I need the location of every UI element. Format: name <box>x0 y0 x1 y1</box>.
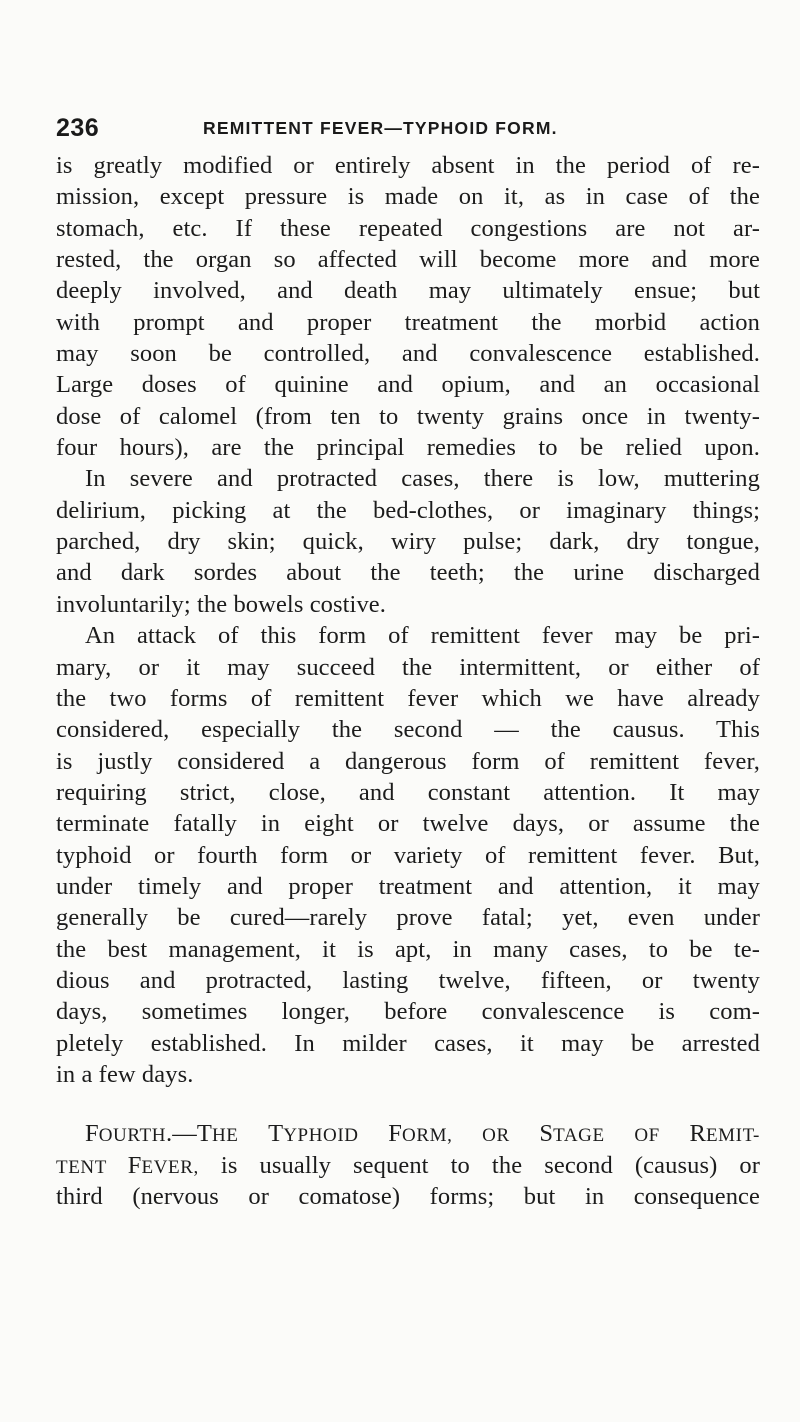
page-number: 236 <box>56 114 100 142</box>
running-head <box>56 114 756 146</box>
text-line: is greatly modified or entirely absent in the period of re- <box>56 152 760 179</box>
text-line: mary, or it may succeed the intermittent, or either of <box>56 653 760 681</box>
text-line: four hours), are the principal remedies to be relied upon. <box>56 434 760 462</box>
text-line: with prompt and proper treatment the morbid action <box>56 308 760 336</box>
text-line: and dark sordes about the teeth; the urine discharged <box>56 559 760 587</box>
text-line: An attack of this form of remittent fever may be pri- <box>85 622 760 650</box>
text-line: is justly considered a dangerous form of remittent fever, <box>56 747 760 775</box>
text-line: requiring strict, close, and constant attention. It may <box>56 778 760 806</box>
text-line: Large doses of quinine and opium, and an occasional <box>56 371 760 399</box>
text-line: dose of calomel (from ten to twenty grains once in twenty- <box>56 402 760 430</box>
text-line: considered, especially the second — the causus. This <box>56 716 760 744</box>
text-line: pletely established. In milder cases, it may be arrested <box>56 1029 760 1057</box>
text-line: terminate fatally in eight or twelve days, or assume the <box>56 810 760 838</box>
text-line: mission, except pressure is made on it, as in case of the <box>56 183 760 211</box>
text-line: stomach, etc. If these repeated congestions are not ar- <box>56 214 760 242</box>
paragraph <box>56 150 760 463</box>
text-line: third (nervous or comatose) forms; but in consequence <box>56 1183 760 1210</box>
text-line: the best management, it is apt, in many cases, to be te- <box>56 935 760 963</box>
section-paragraph <box>56 1118 760 1212</box>
text-line: generally be cured—rarely prove fatal; yet, even under <box>56 904 760 932</box>
text-line: days, sometimes longer, before convalescence is com- <box>56 998 760 1026</box>
text-line: parched, dry skin; quick, wiry pulse; dark, dry tongue, <box>56 528 760 556</box>
text-line: In severe and protracted cases, there is low, muttering <box>85 465 760 493</box>
text-line: in a few days. <box>56 1060 194 1088</box>
text-line: dious and protracted, lasting twelve, fifteen, or twenty <box>56 966 760 994</box>
paragraph-gap <box>56 1090 760 1118</box>
text-line: rested, the organ so affected will become more and more <box>56 246 760 274</box>
paragraph <box>56 463 760 620</box>
paragraph <box>56 620 760 1090</box>
text-line: deeply involved, and death may ultimately ensue; but <box>56 277 760 305</box>
running-title: REMITTENT FEVER—TYPHOID FORM. <box>203 118 558 138</box>
text-line: typhoid or fourth form or variety of remittent fever. But, <box>56 841 760 869</box>
text-line: delirium, picking at the bed-clothes, or imaginary things; <box>56 496 760 524</box>
text-line: the two forms of remittent fever which we have already <box>56 684 760 712</box>
text-line: involuntarily; the bowels costive. <box>56 590 387 618</box>
text-line: under timely and proper treatment and attention, it may <box>56 872 760 900</box>
body-text <box>56 150 760 1212</box>
text-line: may soon be controlled, and convalescence established. <box>56 340 760 368</box>
text-line: TENT FEVER, is usually sequent to the second (causus) or <box>56 1151 760 1179</box>
section-heading-line: FOURTH.—THE TYPHOID FORM, OR STAGE OF REMIT- <box>85 1120 760 1148</box>
